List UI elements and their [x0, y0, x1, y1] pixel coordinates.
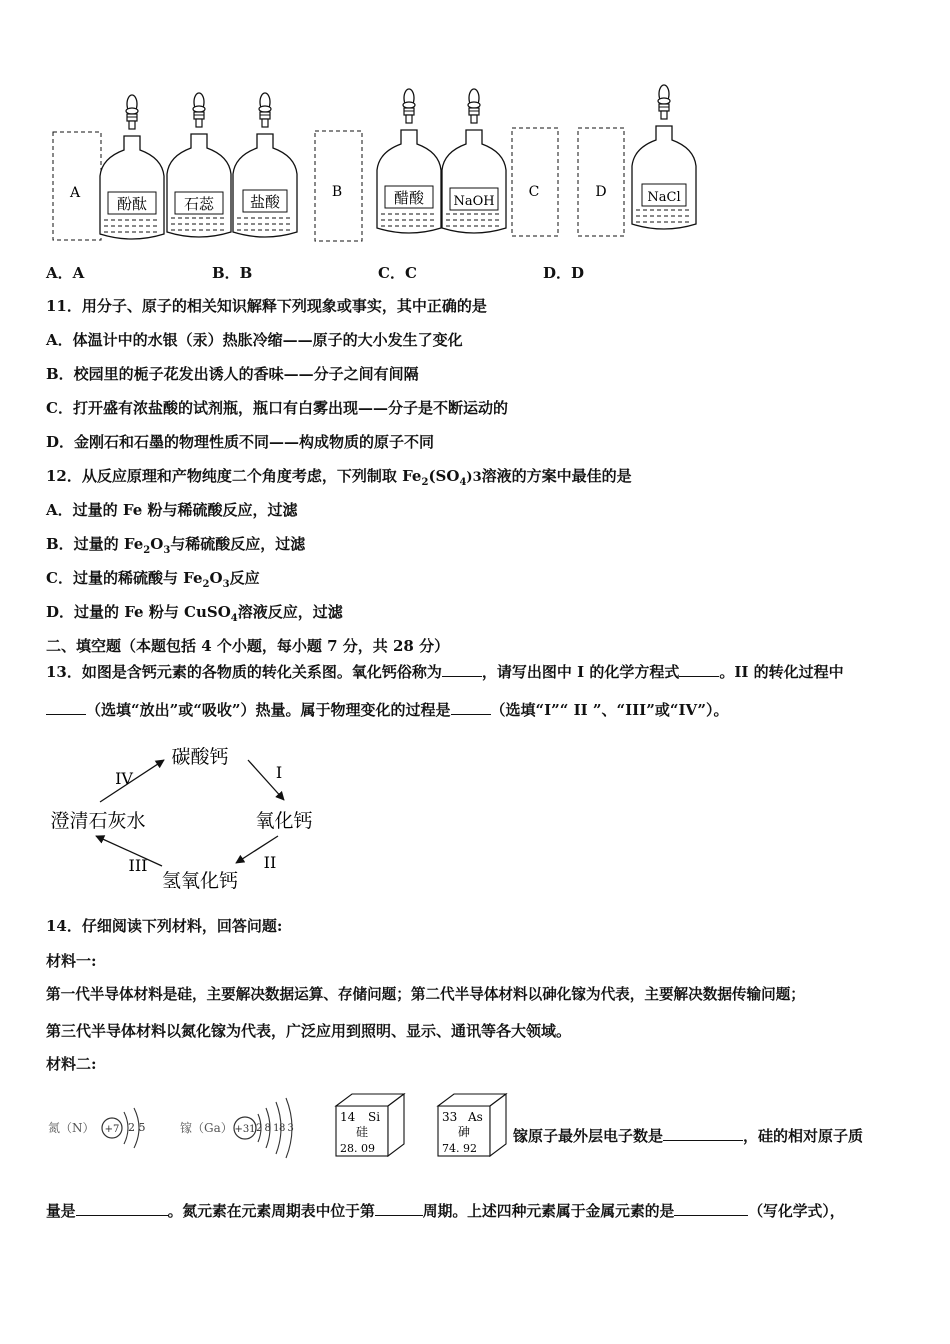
n-nucleus-charge: +7	[104, 1124, 120, 1135]
node-limewater: 澄清石灰水	[50, 810, 146, 832]
q13-text-2: ，请写出图中 I 的化学方程式	[481, 663, 680, 681]
bottle-label-2: 石蕊	[183, 195, 215, 213]
q12-stem-mid: (SO	[428, 467, 460, 485]
q13-blank-4[interactable]	[451, 700, 491, 715]
q12-stem	[46, 466, 632, 493]
q12-option-b[interactable]	[46, 534, 305, 561]
box-a-label: A	[69, 185, 81, 201]
q13-text-1: 13．如图是含钙元素的各物质的转化关系图。氧化钙俗称为	[46, 663, 442, 681]
q10-option-a[interactable]: A．A	[46, 264, 85, 282]
q13-line-2	[46, 700, 729, 720]
label-iv: IV	[115, 769, 133, 788]
q12-c-sub2: 3	[222, 579, 230, 590]
bottle-label-3: 盐酸	[249, 193, 281, 211]
si-symbol: Si	[368, 1110, 381, 1124]
q13-blank-1[interactable]	[442, 662, 482, 677]
q11-option-b[interactable]: B．校园里的栀子花发出诱人的香味——分子之间有间隔	[46, 365, 419, 383]
bottle-label-4: 醋酸	[393, 189, 425, 207]
q14-question-part-2	[46, 1201, 845, 1222]
q12-stem-post: 溶液的方案中最佳的是	[481, 467, 632, 485]
material-2-figures	[40, 1088, 510, 1168]
bottle-litmus	[167, 93, 231, 237]
material-1-title: 材料一:	[46, 952, 97, 970]
si-name: 硅	[355, 1125, 369, 1139]
si-atomic-mass: 28. 09	[340, 1142, 375, 1155]
q13-blank-3[interactable]	[46, 700, 86, 715]
q12-c-pre: C．过量的稀硫酸与 Fe	[46, 569, 203, 587]
q14-blank-4[interactable]	[674, 1201, 748, 1216]
q10-option-b[interactable]: B．B	[212, 264, 253, 282]
calcium-cycle-diagram	[40, 738, 340, 898]
bottle-label-6: NaCl	[647, 190, 681, 205]
q12-b-sub1: 2	[143, 545, 151, 556]
box-d	[578, 128, 624, 236]
n-electron-config: 2 5	[128, 1121, 146, 1134]
q14-text-b: ，硅的相对原子质	[743, 1127, 864, 1145]
q12-d-sub: 4	[230, 613, 238, 624]
q12-option-c[interactable]	[46, 568, 260, 595]
q12-b-pre: B．过量的 Fe	[46, 535, 144, 553]
q12-d-pre: D．过量的 Fe 粉与 CuSO	[46, 603, 231, 621]
as-element-cell	[438, 1094, 506, 1156]
node-calcium-hydroxide: 氢氧化钙	[161, 870, 239, 892]
q11-option-c[interactable]: C．打开盛有浓盐酸的试剂瓶，瓶口有白雾出现——分子是不断运动的	[46, 399, 508, 417]
material-2-title: 材料二:	[46, 1055, 97, 1073]
q12-c-sub1: 2	[202, 579, 210, 590]
q12-option-d[interactable]	[46, 602, 343, 629]
q14-blank-1[interactable]	[663, 1126, 743, 1141]
q13-text-4: （选填“放出”或“吸收”）热量。属于物理变化的过程是	[86, 701, 451, 719]
q14-question-part-1	[513, 1126, 863, 1146]
q12-b-sub2: 3	[163, 545, 171, 556]
q10-figure	[0, 0, 950, 250]
label-ii: II	[263, 853, 277, 872]
bottle-label-5: NaOH	[453, 194, 495, 209]
q14-blank-3[interactable]	[375, 1201, 423, 1216]
n-atom-label: 氮（N）	[48, 1121, 95, 1135]
q13-text-5: （选填“I”“ II ”、“III”或“IV”）。	[490, 701, 729, 719]
q14-text-d: 。氮元素在元素周期表中位于第	[167, 1203, 375, 1220]
q14-text-e: 周期。上述四种元素属于金属元素的是	[422, 1203, 675, 1220]
q12-c-post: 反应	[229, 569, 260, 587]
q11-option-d[interactable]: D．金刚石和石墨的物理性质不同——构成物质的原子不同	[46, 433, 435, 451]
as-name: 砷	[457, 1125, 471, 1139]
node-calcium-carbonate: 碳酸钙	[171, 746, 229, 768]
q12-c-mid: O	[209, 569, 223, 587]
bottle-phenolphthalein	[100, 95, 164, 239]
q13-line-1	[46, 662, 844, 682]
q14-blank-2[interactable]	[76, 1201, 168, 1216]
q12-stem-pre: 12．从反应原理和产物纯度二个角度考虑，下列制取 Fe	[46, 467, 422, 485]
bottle-label-1: 酚酞	[116, 195, 148, 213]
bottle-naoh	[442, 89, 506, 233]
material-1-line-1: 第一代半导体材料是硅，主要解决数据运算、存储问题；第二代半导体材料以砷化镓为代表，主要解决数据传输问题；	[46, 986, 805, 1003]
q14-text-c: 量是	[46, 1203, 76, 1220]
box-c-label: C	[528, 184, 540, 200]
q10-option-c[interactable]: C．C	[378, 264, 417, 282]
ga-nucleus-charge: +31	[234, 1124, 256, 1135]
material-1-line-2: 第三代半导体材料以氮化镓为代表，广泛应用到照明、显示、通讯等各大领域。	[46, 1022, 572, 1040]
ga-atom-label: 镓（Ga）	[180, 1121, 233, 1135]
q12-stem-sub2: 4	[459, 477, 467, 488]
label-iii: III	[128, 856, 148, 875]
q11-option-a[interactable]: A．体温计中的水银（汞）热胀冷缩——原子的大小发生了变化	[46, 331, 463, 349]
as-atomic-mass: 74. 92	[442, 1142, 477, 1155]
bottle-nacl	[632, 85, 696, 229]
q12-stem-sub1: 2	[421, 477, 429, 488]
label-i: I	[275, 763, 283, 782]
box-c	[512, 128, 558, 236]
section-2-title: 二、填空题（本题包括 4 个小题，每小题 7 分，共 28 分）	[46, 637, 450, 655]
q14-text-f: （写化学式），	[748, 1203, 845, 1220]
node-calcium-oxide: 氧化钙	[255, 810, 313, 832]
q14-stem: 14．仔细阅读下列材料，回答问题:	[46, 917, 283, 935]
box-d-label: D	[595, 184, 607, 200]
q13-blank-2[interactable]	[679, 662, 719, 677]
as-symbol: As	[468, 1110, 483, 1124]
bottle-hydrochloric-acid	[233, 93, 297, 237]
q12-b-mid: O	[150, 535, 164, 553]
box-b-label: B	[331, 184, 343, 200]
q12-stem-sub3: )3	[466, 470, 482, 485]
q13-text-3: 。II 的转化过程中	[719, 663, 844, 681]
bottle-acetic-acid	[377, 89, 441, 233]
si-atomic-number: 14	[340, 1110, 356, 1124]
q12-b-post: 与稀硫酸反应，过滤	[170, 535, 306, 553]
q14-text-a: 镓原子最外层电子数是	[513, 1127, 664, 1145]
q12-d-post: 溶液反应，过滤	[237, 603, 343, 621]
ga-electron-config: 2 8 18 3	[256, 1123, 294, 1134]
si-element-cell	[336, 1094, 404, 1156]
as-atomic-number: 33	[442, 1110, 458, 1124]
q10-option-d[interactable]: D．D	[543, 264, 585, 282]
q11-stem: 11．用分子、原子的相关知识解释下列现象或事实，其中正确的是	[46, 297, 487, 315]
q12-option-a[interactable]: A．过量的 Fe 粉与稀硫酸反应，过滤	[46, 501, 298, 519]
